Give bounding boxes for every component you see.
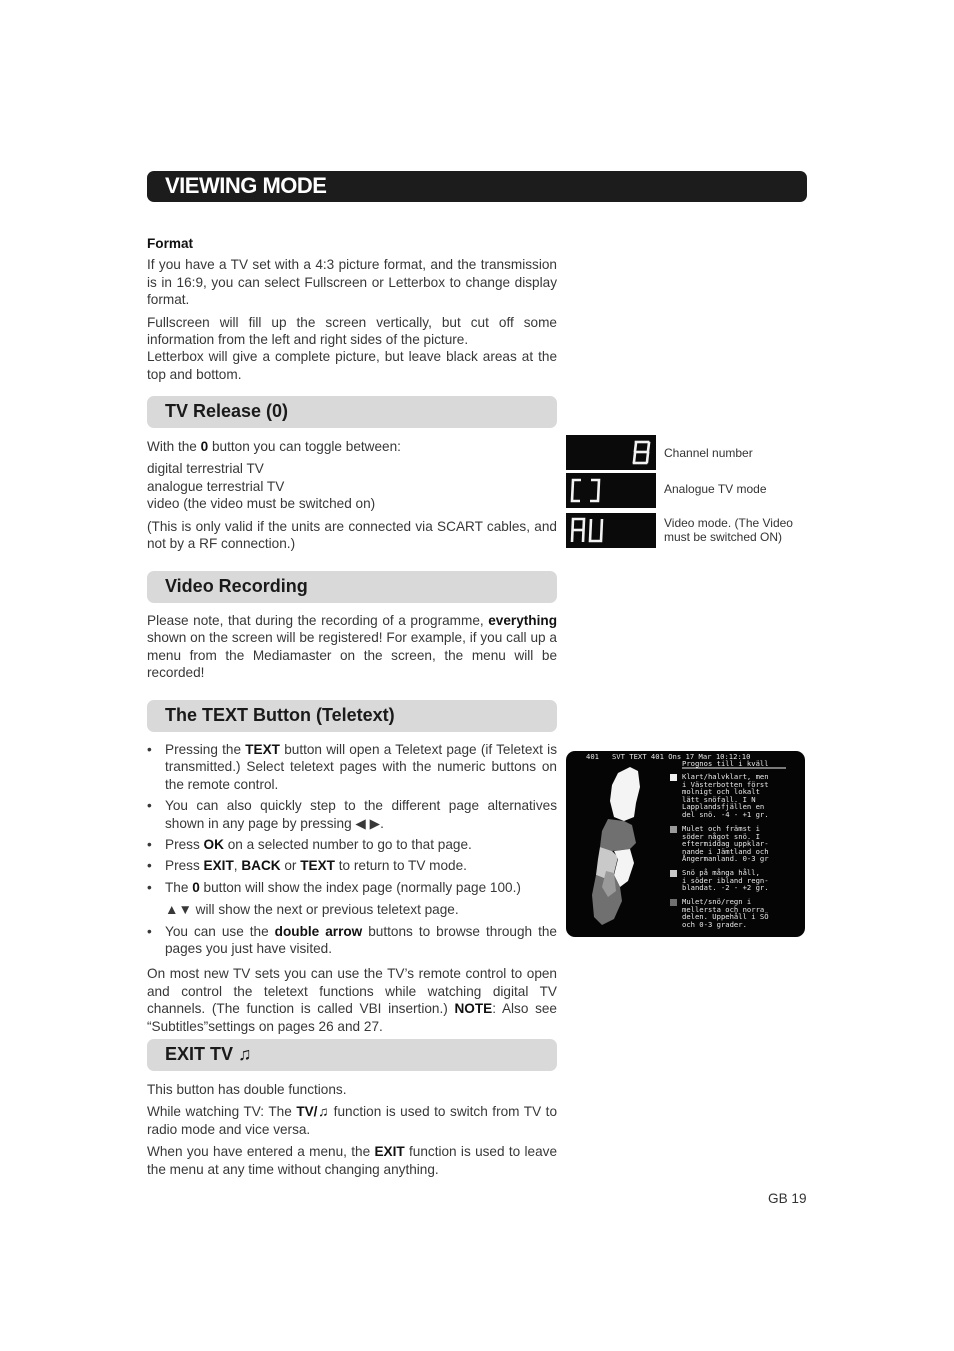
emphasis: everything xyxy=(488,613,557,628)
lcd-label-video: Video mode. (The Video must be switched ON) xyxy=(664,516,793,544)
text: on a selected number to go to that page. xyxy=(223,837,472,853)
forecast-1: Klart/halvklart, men i Västerbotten först molnigt och lokalt lätt snöfall. I N Lapplandsfjällen en del snö. -4 - +1 gr. xyxy=(682,772,769,819)
bracket-segments-icon xyxy=(566,473,656,508)
text: button will open a Teletext page (if Teletext is transmitted.) Select teletext pages with the numeric buttons on the remote control. xyxy=(165,742,557,792)
text: button will show the index page (normally page 100.) xyxy=(199,879,521,895)
text: ▲▼ will show the next or previous teletext page. xyxy=(165,902,459,918)
key-name: TEXT xyxy=(245,742,280,757)
format-paragraph-3: Letterbox will give a complete picture, but leave black areas at the top and bottom. xyxy=(147,349,557,382)
section-title: EXIT TV ♫ xyxy=(165,1044,252,1064)
digit-8-icon xyxy=(566,435,656,470)
tv-release-body xyxy=(147,438,557,557)
text: The xyxy=(165,879,193,895)
lcd-label-analogue: Analogue TV mode xyxy=(664,482,767,496)
text: or xyxy=(280,858,301,874)
tv-release-header xyxy=(147,396,557,428)
key-name: TV/♫ xyxy=(296,1104,330,1120)
list-item xyxy=(147,879,557,919)
forecast-4: Mulet/snö/regn i mellersta och norra delen. Uppehåll i SÖ och 0-3 grader. xyxy=(682,897,769,929)
key-name: TEXT xyxy=(300,858,335,874)
av-segments-icon xyxy=(566,513,656,548)
key-name: OK xyxy=(203,837,224,853)
text-button-body xyxy=(147,741,557,1040)
key-name: 0 xyxy=(200,439,209,454)
list-item xyxy=(147,797,557,832)
page-title: VIEWING MODE xyxy=(165,173,327,198)
format-paragraph-2: Fullscreen will fill up the screen vertically, but cut off some information from the left and right sides of the picture. xyxy=(147,314,557,348)
key-name: EXIT xyxy=(203,858,234,874)
text: shown on the screen will be registered! For example, if you call up a menu from the Mediamaster on the screen, the menu will be recorded! xyxy=(147,630,557,681)
note-label: NOTE xyxy=(454,1001,493,1017)
list-item xyxy=(147,836,557,853)
list-item xyxy=(147,741,557,793)
exit-tv-body xyxy=(147,1081,557,1183)
text: , xyxy=(233,858,242,874)
option-digital: digital terrestrial TV xyxy=(147,461,264,477)
teletext-header: 401 SVT TEXT 401 Ons 17 Mar 10:12:10 xyxy=(586,752,751,761)
text: function is used to leave the menu at any time without changing anything. xyxy=(147,1144,558,1177)
text: With the xyxy=(147,439,201,454)
list-item xyxy=(147,923,557,958)
video-recording-header xyxy=(147,571,557,603)
text: Please note, that during the recording of a programme, xyxy=(147,613,489,628)
page-number: GB 19 xyxy=(768,1191,807,1206)
text-button-header xyxy=(147,700,557,732)
key-name: double arrow xyxy=(274,923,363,939)
scart-note: (This is only valid if the units are connected via SCART cables, and not by a RF connection.) xyxy=(147,518,557,552)
text: You can use the xyxy=(165,923,275,939)
exit-tv-header xyxy=(147,1039,557,1071)
text: Pressing the xyxy=(165,742,246,757)
forecast-3: Snö på många håll, i söder ibland regn- blandat. -2 - +2 gr. xyxy=(682,868,769,892)
lcd-label-channel: Channel number xyxy=(664,446,753,460)
exit-paragraph-1: This button has double functions. xyxy=(147,1082,347,1097)
text: You can also quickly step to the different page alternatives shown in any page by pressing ◀ ▶. xyxy=(165,798,557,831)
option-video: video (the video must be switched on) xyxy=(147,496,376,512)
text: While watching TV: The xyxy=(147,1104,297,1120)
text: Press xyxy=(165,858,204,874)
format-paragraph-1: If you have a TV set with a 4:3 picture format, and the transmission is in 16:9, you can select Fullscreen or Letterbox to change display format. xyxy=(147,257,557,308)
teletext-subtitle: Prognos till i kväll xyxy=(682,759,769,768)
lcd-display-channel xyxy=(566,435,656,470)
lcd-display-video xyxy=(566,513,656,548)
text: button you can toggle between: xyxy=(208,439,401,454)
section-banner xyxy=(147,171,807,202)
text: Press xyxy=(165,837,204,853)
text: When you have entered a menu, the xyxy=(147,1144,375,1160)
list-item xyxy=(147,857,557,874)
text: function is used to switch from TV to radio mode and vice versa. xyxy=(147,1104,558,1137)
section-title: TV Release (0) xyxy=(165,401,289,421)
format-heading: Format xyxy=(147,236,194,251)
lcd-display-analogue xyxy=(566,473,656,508)
section-title: The TEXT Button (Teletext) xyxy=(165,705,395,725)
text: to return to TV mode. xyxy=(334,858,467,874)
option-analogue: analogue terrestrial TV xyxy=(147,478,285,494)
key-name: EXIT xyxy=(374,1144,405,1160)
section-title: Video Recording xyxy=(165,576,308,596)
format-section xyxy=(147,235,557,388)
video-recording-body xyxy=(147,612,557,687)
forecast-2: Mulet och främst i söder något snö. I eftermiddag uppklar- nande i Jämtland och Ångermanland. 0-3 gr xyxy=(682,824,769,863)
key-name: 0 xyxy=(192,879,200,895)
text: : Also see “Subtitles”settings on pages 26 and 27. xyxy=(147,1001,557,1034)
teletext-screen-image xyxy=(566,751,805,937)
key-name: BACK xyxy=(241,858,281,874)
text: On most new TV sets you can use the TV’s remote control to open and control the teletext functions while watching digital TV channels. (The function is called VBI insertion.) xyxy=(147,966,557,1017)
text: buttons to browse through the pages you just have visited. xyxy=(165,923,557,957)
